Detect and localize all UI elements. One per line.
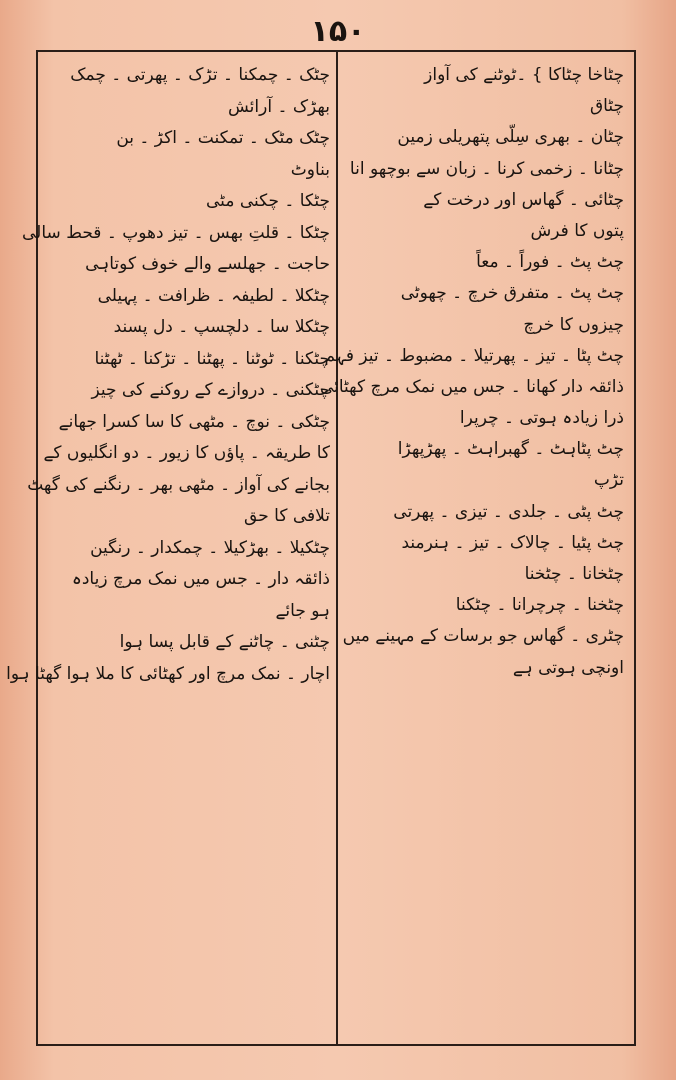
entry-line: چٹ پٹ ۔ متفرق خرچ ۔ چھوٹی	[400, 283, 624, 304]
entry-line: چٹکلا سا ۔ دلچسپ ۔ دل پسند	[113, 317, 330, 337]
entry-line: اچار ۔ نمک مرچ اور کھٹائی کا ملا ہوا گھٹا ہوا	[6, 663, 330, 684]
entry-line: چٹائی ۔ گھاس اور درخت کے	[423, 189, 624, 210]
entry-line: بھڑک ۔ آرائش	[228, 96, 330, 117]
entry-line: ہو جائے	[275, 600, 330, 621]
entry-line: اونچی ہوتی ہے	[512, 657, 624, 678]
entry-line: چٹخانا ۔ چٹخنا	[524, 564, 624, 584]
entry-line: چٹ پٹا ۔ تیز ۔ پھرتیلا ۔ مضبوط ۔ تیز فہم	[324, 345, 624, 366]
column-divider	[336, 50, 338, 1044]
page-number: ۱۵۰	[310, 14, 366, 49]
entry-line: چٹ پٹیا ۔ چالاک ۔ تیز ۔ ہنرمند	[401, 532, 624, 553]
entry-line: چیزوں کا خرچ	[523, 314, 624, 335]
entry-line: چٹکیلا ۔ بھڑکیلا ۔ چمکدار ۔ رنگین	[90, 537, 330, 558]
entry-line: بجانے کی آواز ۔ مٹھی بھر ۔ رنگنے کی گھٹ	[27, 474, 330, 495]
entry-line: چٹک مٹک ۔ تمکنت ۔ اکڑ ۔ بن	[116, 128, 330, 148]
entry-line: چٹکا ۔ قلتِ بھس ۔ تیز دھوپ ۔ قحط سالی	[22, 222, 330, 243]
right-column	[319, 62, 624, 686]
entry-line: چٹکلا ۔ لطیفہ ۔ ظرافت ۔ پہیلی	[97, 285, 330, 306]
entry-line: تلافی کا حق	[244, 506, 330, 526]
entry-line: ذائقہ دار کھانا ۔ جس میں نمک مرچ کھٹائی	[319, 376, 624, 397]
entry-line: ذرا زیادہ ہوتی ۔ چرپرا	[459, 408, 624, 429]
entry-line: چٹ پٹ ۔ فوراً ۔ معاً	[476, 252, 624, 273]
entry-line: بناوٹ	[290, 159, 330, 180]
entry-line: کا طریقہ ۔ پاؤں کا زیور ۔ دو انگلیوں کے	[43, 443, 330, 463]
entry-line: چٹنی ۔ چاٹنے کے قابل پسا ہوا	[119, 632, 330, 652]
entry-line: ذائقہ دار ۔ جس میں نمک مرچ زیادہ	[71, 569, 330, 589]
entry-line: چٹاق	[589, 96, 624, 117]
entry-line: چٹکنا ۔ ٹوٹنا ۔ پھٹنا ۔ تڑکنا ۔ ٹھٹنا	[94, 348, 330, 369]
entry-line: چٹانا ۔ زخمی کرنا ۔ زبان سے بوچھو انا	[349, 158, 624, 179]
entry-line: چٹکی ۔ نوچ ۔ مٹھی کا سا کسرا جھانے	[58, 411, 330, 432]
entry-line: چٹک ۔ چمکنا ۔ تڑک ۔ پھرتی ۔ چمک	[70, 65, 330, 85]
entry-line: تڑپ	[593, 470, 624, 491]
entry-line: چٹان ۔ بھری سِلّی پتھریلی زمین	[397, 127, 624, 148]
entry-line: چٹری ۔ گھاس جو برسات کے مہینے میں	[342, 626, 624, 647]
entry-line: چٹاخا چٹاکا } ۔ٹوٹنے کی آواز	[424, 65, 624, 85]
entry-line: چٹکنی ۔ دروازے کے روکنے کی چیز	[91, 380, 330, 400]
entry-line: حاجت ۔ جھلسے والے خوف کوتاہی	[85, 254, 330, 274]
entry-line: پتوں کا فرش	[530, 220, 624, 241]
entry-line: چٹخنا ۔ چرچرانا ۔ چٹکنا	[455, 595, 624, 616]
entry-line: چٹکا ۔ چکنی مٹی	[206, 191, 330, 211]
left-column	[6, 62, 330, 692]
entry-line: چٹ پٹی ۔ جلدی ۔ تیزی ۔ پھرتی	[393, 501, 624, 522]
entry-line: چٹ پٹاہٹ ۔ گھبراہٹ ۔ پھڑپھڑا	[397, 439, 624, 460]
